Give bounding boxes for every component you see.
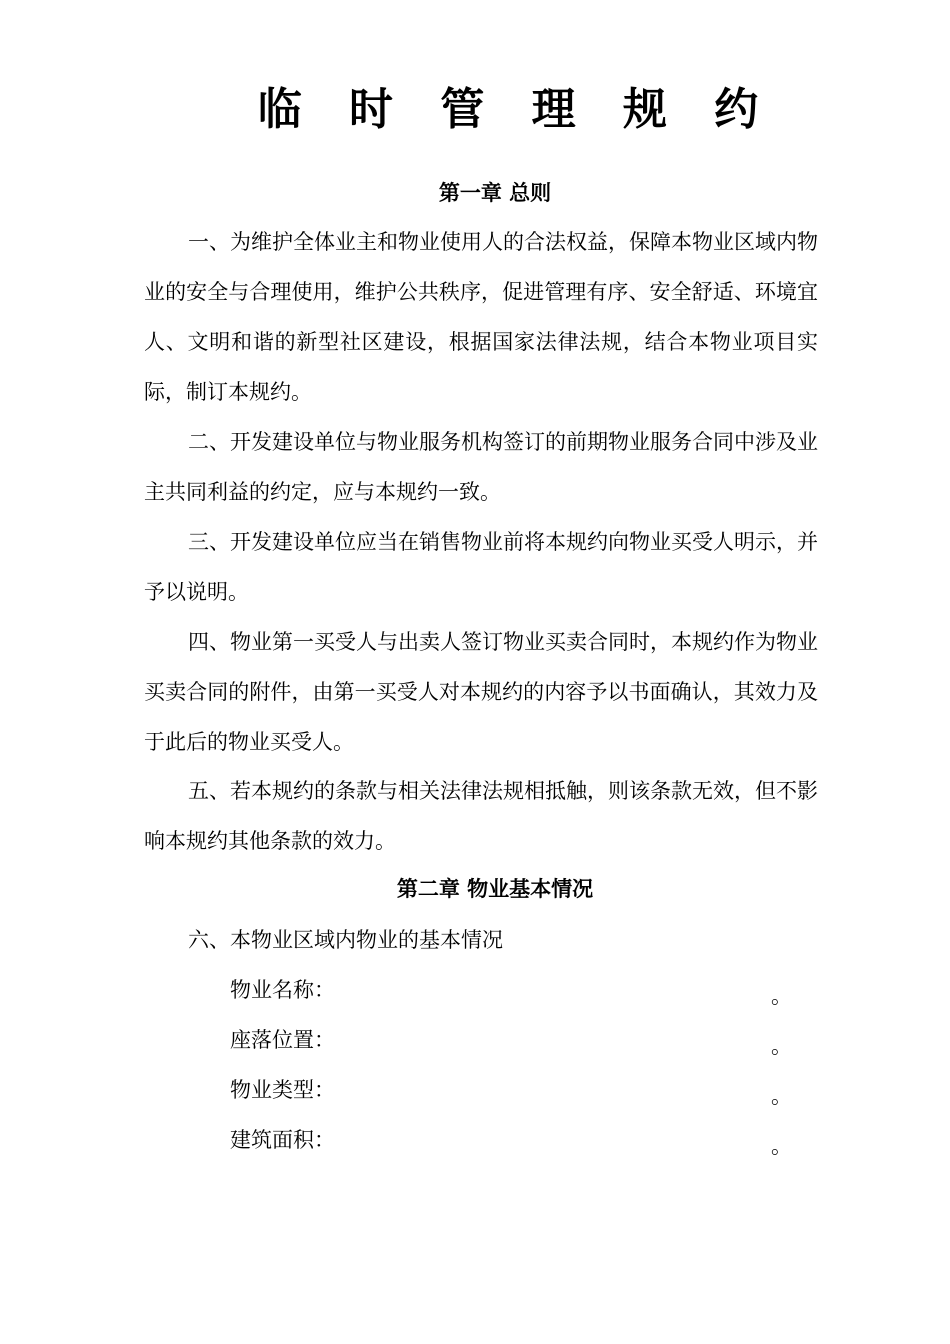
field-label: 物业类型： bbox=[230, 1078, 335, 1102]
field-end-mark: 。 bbox=[771, 1084, 792, 1108]
clause-4: 四、物业第一买受人与出卖人签订物业买卖合同时，本规约作为物业买卖合同的附件，由第一买受人对本规约的内容予以书面确认，其效力及于此后的物业买受人。 bbox=[144, 630, 818, 754]
clause-5: 五、若本规约的条款与相关法律法规相抵触，则该条款无效，但不影响本规约其他条款的效力。 bbox=[144, 779, 818, 853]
chapter-2-heading: 第二章 物业基本情况 bbox=[396, 877, 594, 901]
building-area-field bbox=[230, 1120, 800, 1160]
clause-1: 一、为维护全体业主和物业使用人的合法权益，保障本物业区域内物业的安全与合理使用，维护公共秩序，促进管理有序、安全舒适、环境宜人、文明和谐的新型社区建设，根据国家法律法规，结合本物业项目实际，制订本规约。 bbox=[144, 230, 818, 404]
clause-6: 六、本物业区域内物业的基本情况 bbox=[188, 928, 503, 952]
field-end-mark: 。 bbox=[771, 984, 792, 1008]
document-title: 临 时 管 理 规 约 bbox=[257, 84, 775, 135]
field-end-mark: 。 bbox=[771, 1034, 792, 1058]
chapter-1-heading: 第一章 总则 bbox=[438, 181, 552, 205]
field-label: 物业名称： bbox=[230, 978, 335, 1002]
field-end-mark: 。 bbox=[771, 1134, 792, 1158]
clause-3: 三、开发建设单位应当在销售物业前将本规约向物业买受人明示，并予以说明。 bbox=[144, 530, 818, 604]
property-name-field bbox=[230, 970, 800, 1010]
property-type-field bbox=[230, 1070, 800, 1110]
field-label: 建筑面积： bbox=[230, 1128, 335, 1152]
property-location-field bbox=[230, 1020, 800, 1060]
clause-2: 二、开发建设单位与物业服务机构签订的前期物业服务合同中涉及业主共同利益的约定，应与本规约一致。 bbox=[144, 430, 818, 504]
field-label: 座落位置： bbox=[230, 1028, 335, 1052]
